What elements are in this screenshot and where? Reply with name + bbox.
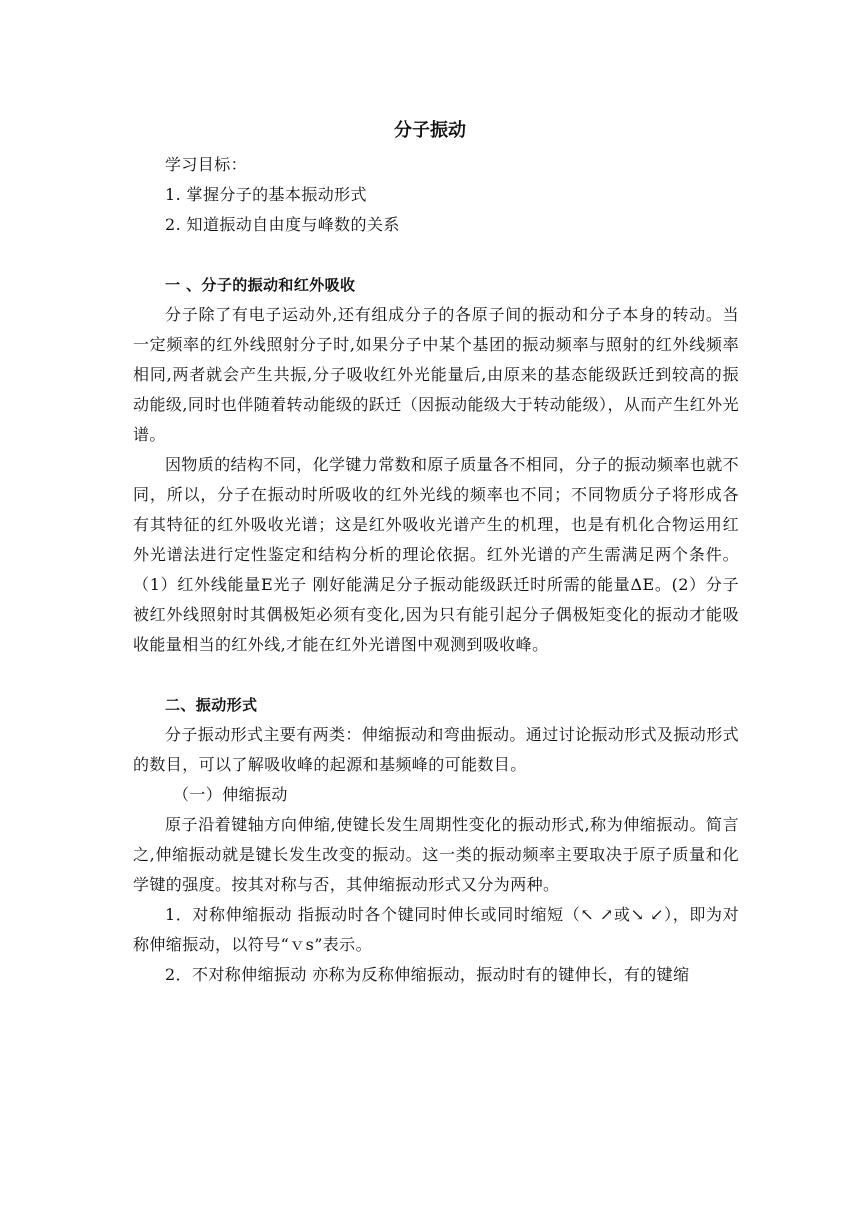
paragraph: 因物质的结构不同，化学键力常数和原子质量各不相同，分子的振动频率也就不同，所以，分子在振动时所吸收的红外光线的频率也不同；不同物质分子将形成各有其特征的红外吸收光谱；这是红外吸收光谱产生的机理，也是有机化合物运用红外光谱法进行定性鉴定和结构分析的理论依据。红外光谱的产生需满足两个条件。（1）红外线能量E光子 刚好能满足分子振动能级跃迁时所需的能量ΔE。(2）分子被红外线照射时其偶极矩必须有变化,因为只有能引起分子偶极矩变化的振动才能吸收能量相当的红外线,才能在红外光谱图中观测到吸收峰。 — [133, 455, 740, 654]
section-heading: 二、振动形式 — [165, 696, 258, 714]
paragraph: 1．对称伸缩振动 指振动时各个键同时伸长或同时缩短（↖ ↗或↘ ↙），即为对称伸缩振动，以符号“ｖs”表示。 — [133, 905, 739, 954]
objective-item: 2. 知道振动自由度与峰数的关系 — [165, 215, 400, 234]
blank-line — [133, 660, 739, 690]
paragraph: 原子沿着键轴方向伸缩,使键长发生周期性变化的振动形式,称为伸缩振动。简言之,伸缩振动就是键长发生改变的振动。这一类的振动频率主要取决于原子质量和化学键的强度。按其对称与否，其伸缩振动形式又分为两种。 — [133, 815, 739, 894]
subsection-heading: （一）伸缩振动 — [173, 785, 288, 804]
section-heading: 一 、分子的振动和红外吸收 — [165, 276, 356, 294]
paragraph: 2．不对称伸缩振动 亦称为反称伸缩振动，振动时有的键伸长，有的键缩 — [165, 965, 690, 984]
objective-item: 1. 掌握分子的基本振动形式 — [165, 185, 367, 204]
paragraph: 分子除了有电子运动外,还有组成分子的各原子间的振动和分子本身的转动。当一定频率的红外线照射分子时,如果分子中某个基团的振动频率与照射的红外线频率相同,两者就会产生共振,分子吸收红外光能量后,由原来的基态能级跃迁到较高的振动能级,同时也伴随着转动能级的跃迁（因振动能级大于转动能级），从而产生红外光谱。 — [133, 305, 739, 444]
objectives-label: 学习目标： — [165, 155, 248, 174]
paragraph: 分子振动形式主要有两类：伸缩振动和弯曲振动。通过讨论振动形式及振动形式的数目，可以了解吸收峰的起源和基频峰的可能数目。 — [133, 725, 740, 774]
page-title: 分子振动 — [394, 120, 466, 141]
blank-line — [133, 240, 739, 270]
document-body — [133, 150, 739, 990]
